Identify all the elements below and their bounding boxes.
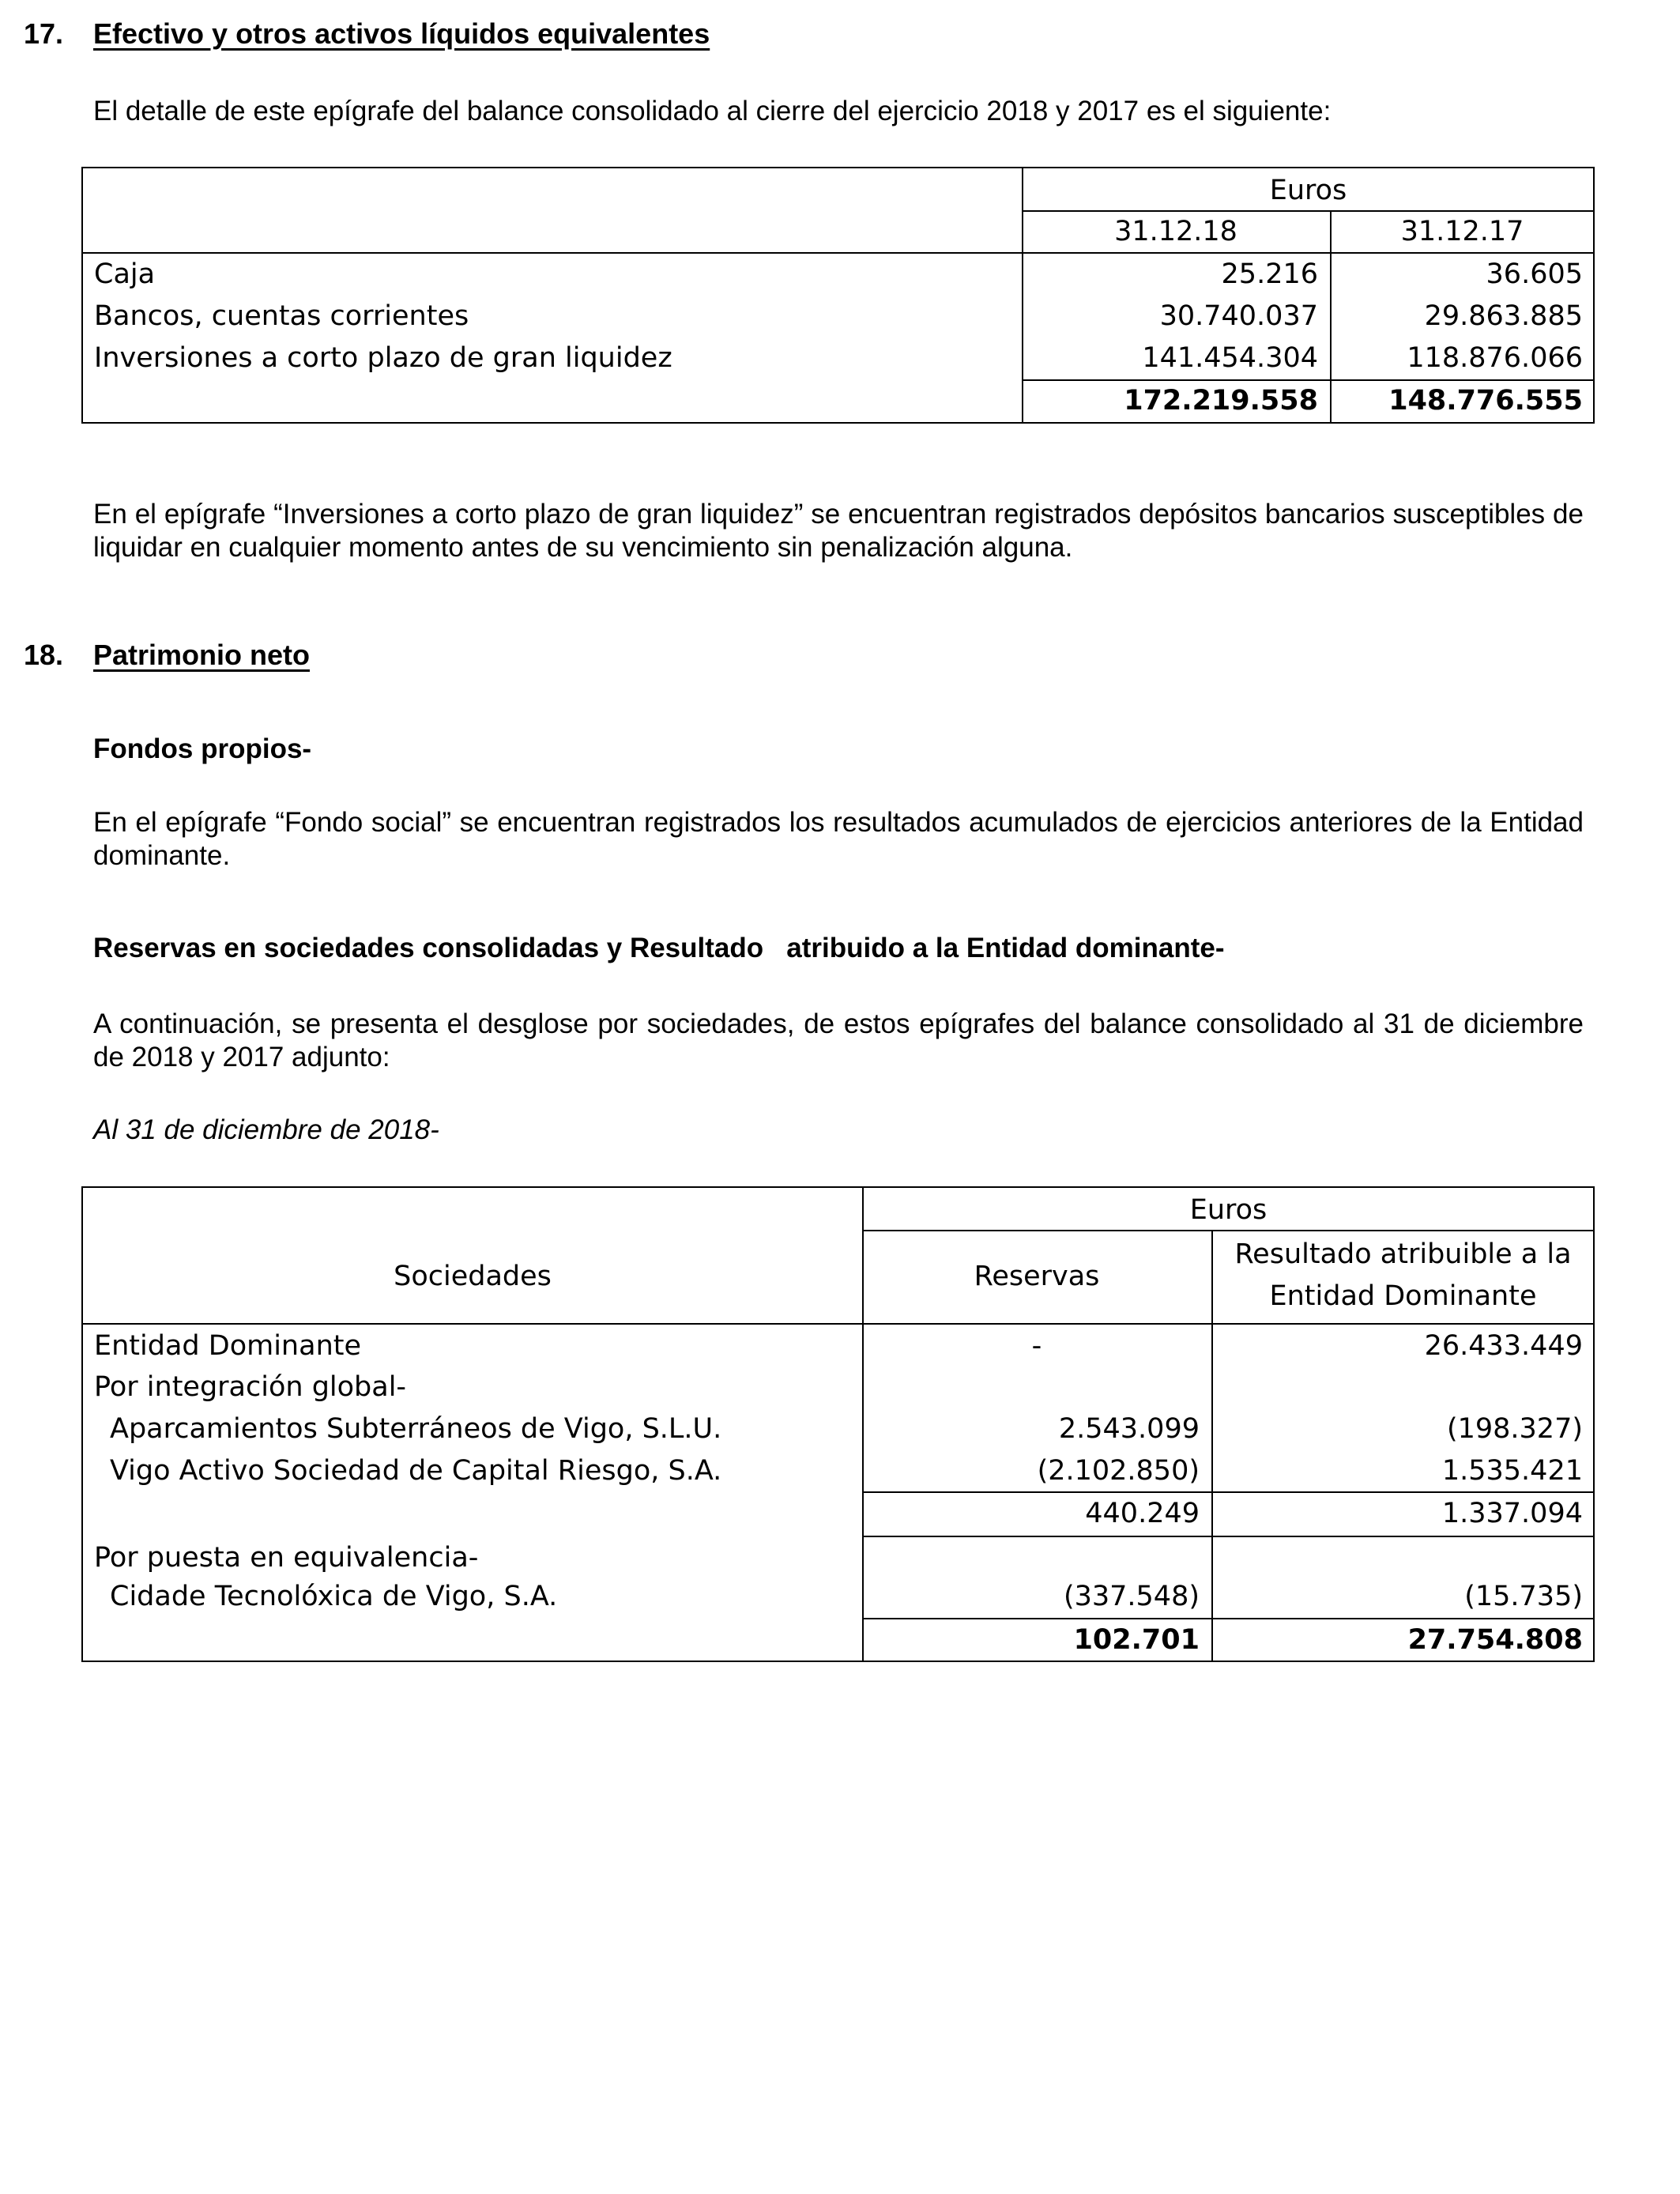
row-cidade-reservas: (337.548) xyxy=(1063,1581,1200,1612)
reserves-table-resultado-header-line2: Entidad Dominante xyxy=(1269,1280,1537,1312)
section-17-title xyxy=(24,17,710,51)
fondos-propios-heading: Fondos propios- xyxy=(93,733,312,764)
row-vigo-activo-resultado: 1.535.421 xyxy=(1441,1455,1583,1487)
row-aparcamientos-label: Aparcamientos Subterráneos de Vigo, S.L.U. xyxy=(110,1413,722,1445)
cash-row-value-2018: 25.216 xyxy=(1221,258,1318,290)
cash-table-col2-header: 31.12.17 xyxy=(1400,216,1524,247)
reserves-table-resultado-header-line1: Resultado atribuible a la xyxy=(1234,1238,1572,1270)
subtotal-reservas: 440.249 xyxy=(1085,1498,1200,1529)
cash-total-2018: 172.219.558 xyxy=(1124,385,1318,417)
reserves-table-reservas-header: Reservas xyxy=(974,1261,1100,1292)
cash-row-value-2017: 36.605 xyxy=(1486,258,1583,290)
section-18-title-text: Patrimonio neto xyxy=(93,639,311,671)
total-reservas: 102.701 xyxy=(1073,1624,1200,1656)
row-vigo-activo-reservas: (2.102.850) xyxy=(1037,1455,1200,1487)
section-17-intro: El detalle de este epígrafe del balance consolidado al cierre del ejercicio 2018 y 2017 es el siguiente: xyxy=(93,96,1332,126)
cash-row-label: Bancos, cuentas corrientes xyxy=(94,300,469,332)
section-17-title-text: Efectivo y otros activos líquidos equivalentes xyxy=(93,17,710,50)
row-cidade-resultado: (15.735) xyxy=(1464,1581,1583,1612)
row-aparcamientos-reservas: 2.543.099 xyxy=(1058,1413,1200,1445)
row-entidad-dominante-reservas: - xyxy=(1031,1330,1042,1362)
cash-table-col1-header: 31.12.18 xyxy=(1114,216,1237,247)
group-puesta-equivalencia-label: Por puesta en equivalencia- xyxy=(94,1542,479,1574)
reserves-table-sociedades-header: Sociedades xyxy=(394,1261,552,1292)
row-aparcamientos-resultado: (198.327) xyxy=(1446,1413,1583,1445)
row-cidade-label: Cidade Tecnolóxica de Vigo, S.A. xyxy=(110,1581,558,1612)
fondo-social-paragraph: En el epígrafe “Fondo social” se encuentran registrados los resultados acumulados de ejercicios anteriores de la Entidad dominante. xyxy=(93,807,1584,871)
cash-table xyxy=(81,167,1595,424)
cash-row-value-2017: 118.876.066 xyxy=(1407,342,1583,374)
row-entidad-dominante-label: Entidad Dominante xyxy=(94,1330,362,1362)
reserves-table xyxy=(81,1186,1595,1662)
cash-row-value-2018: 141.454.304 xyxy=(1142,342,1318,374)
cash-row-label: Caja xyxy=(94,258,156,290)
reservas-heading: Reservas en sociedades consolidadas y Resultado atribuido a la Entidad dominante- xyxy=(93,933,1225,963)
section-18-title xyxy=(24,639,310,672)
subtotal-resultado: 1.337.094 xyxy=(1441,1498,1583,1529)
cash-row-value-2018: 30.740.037 xyxy=(1159,300,1318,332)
section-17-number: 17. xyxy=(24,17,64,50)
cash-row-value-2017: 29.863.885 xyxy=(1424,300,1583,332)
section-18-number: 18. xyxy=(24,639,64,671)
section-17-note: En el epígrafe “Inversiones a corto plazo de gran liquidez” se encuentran registrados depósitos bancarios susceptibles de liquidar en cualquier momento antes de su vencimiento sin penalización alguna. xyxy=(93,499,1584,563)
date-caption: Al 31 de diciembre de 2018- xyxy=(93,1114,439,1145)
cash-table-unit-header: Euros xyxy=(1269,175,1347,206)
group-integracion-global-label: Por integración global- xyxy=(94,1371,407,1403)
desglose-paragraph: A continuación, se presenta el desglose por sociedades, de estos epígrafes del balance consolidado al 31 de diciembre de 2018 y 2017 adjunto: xyxy=(93,1008,1584,1072)
cash-row-label: Inversiones a corto plazo de gran liquidez xyxy=(94,342,672,374)
row-entidad-dominante-resultado: 26.433.449 xyxy=(1424,1330,1583,1362)
cash-total-2017: 148.776.555 xyxy=(1388,385,1583,417)
row-vigo-activo-label: Vigo Activo Sociedad de Capital Riesgo, S.A. xyxy=(110,1455,722,1487)
total-resultado: 27.754.808 xyxy=(1407,1624,1583,1656)
reserves-table-unit-header: Euros xyxy=(1189,1194,1268,1226)
